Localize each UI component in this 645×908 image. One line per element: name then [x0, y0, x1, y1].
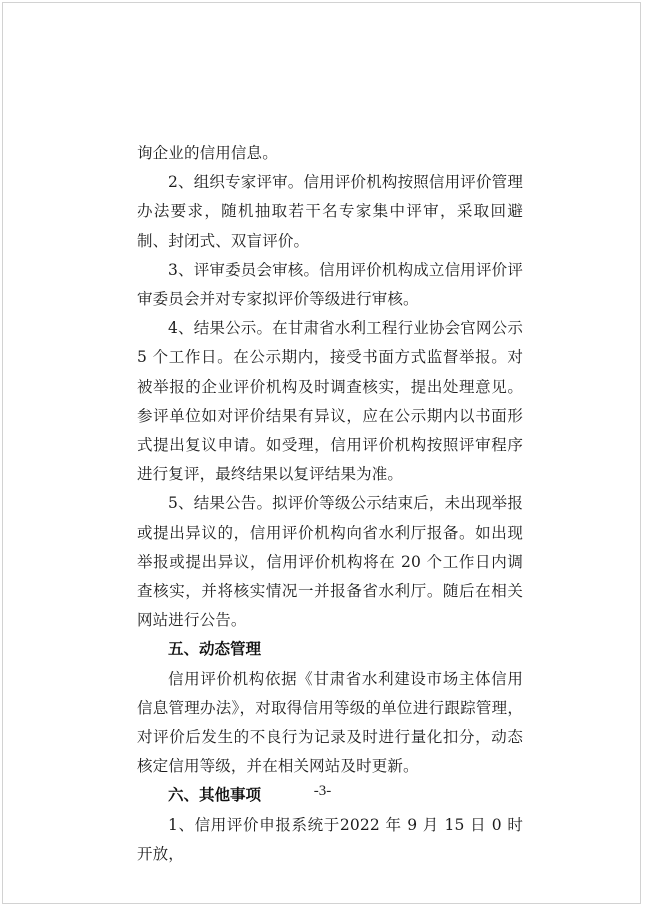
paragraph-continuation: 询企业的信用信息。	[137, 144, 278, 162]
paragraph-dynamic-management: 信用评价机构依据《甘肃省水利建设市场主体信用信息管理办法》，对取得信用等级的单位进行跟踪管理，对评价后发生的不良行为记录及时进行量化扣分，动态核定信用等级，并在相关网站及时更新。	[137, 669, 523, 776]
paragraph-expert-review: 2、组织专家评审。信用评价机构按照信用评价管理办法要求，随机抽取若干名专家集中评审，采取回避制、封闭式、双盲评价。	[137, 173, 523, 250]
page-number: -3-	[313, 783, 332, 799]
paragraph-result-publicity: 4、结果公示。在甘肃省水利工程行业协会官网公示 5 个工作日。在公示期内，接受书面方式监督举报。对被举报的企业评价机构及时调查核实，提出处理意见。参评单位如对评价结果有异议，应在公示期内以书面形式提出复议申请。如受理，信用评价机构按照评审程序进行复评，最终结果以复评结果为准。	[137, 319, 523, 484]
section-heading-other-matters: 六、其他事项	[168, 786, 262, 805]
document-body	[137, 139, 523, 869]
paragraph-committee-review: 3、评审委员会审核。信用评价机构成立信用评价评审委员会并对专家拟评价等级进行审核。	[137, 260, 523, 309]
section-heading-dynamic-management: 五、动态管理	[168, 640, 262, 659]
paragraph-result-announcement: 5、结果公告。拟评价等级公示结束后，未出现举报或提出异议的，信用评价机构向省水利厅报备。如出现举报或提出异议，信用评价机构将在 20 个工作日内调查核实，并将核实情况一并报备省水利厅。随后在相关网站进行公告。	[137, 494, 523, 630]
paragraph-system-opening: 1、信用评价申报系统于2022 年 9 月 15 日 0 时开放，	[137, 815, 523, 863]
